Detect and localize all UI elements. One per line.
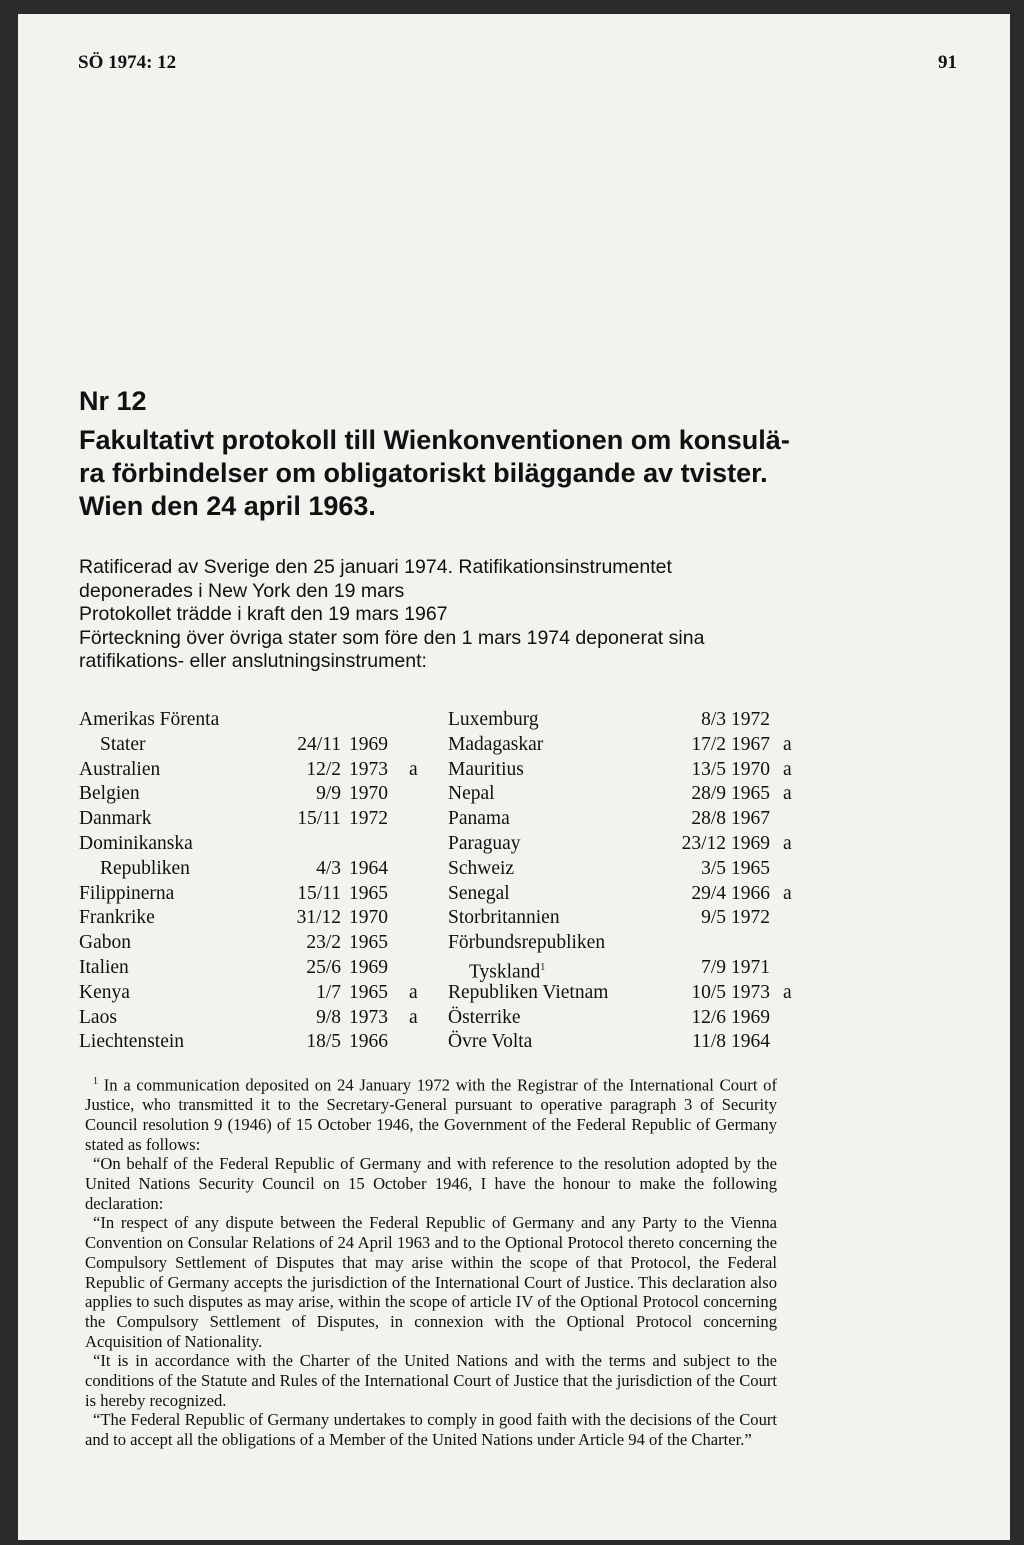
state-row (448, 708, 828, 733)
deposit-year: 1970 (349, 783, 388, 805)
deposit-year: 1969 (731, 1006, 770, 1028)
deposit-date: 9/8 (316, 1006, 341, 1028)
footnote-paragraph: “In respect of any dispute between the Federal Republic of Germany and any Party to the Vienna Convention on Consular Relations of 24 April 1963 and to the Optional Protocol thereto concerning the Compulsory Settlement of Disputes that may arise within the scope of that Protocol, the Federal Republic of Germany accepts the jurisdiction of the International Court of Justice. This declaration also applies to such disputes as may arise, within the scope of article IV of the Optional Protocol concerning the Compulsory Settlement of Disputes, in connexion with the Optional Protocol concerning Acquisition of Nationality. (85, 1213, 777, 1351)
deposit-year: 1972 (349, 808, 388, 830)
deposit-date: 3/5 (701, 857, 726, 879)
deposit-date: 10/5 (691, 981, 726, 1003)
state-name: Belgien (79, 783, 140, 805)
deposit-year: 1972 (731, 709, 770, 730)
deposit-year: 1970 (349, 907, 388, 929)
footnote-reference: 1 (540, 961, 546, 973)
intro-line: Förteckning över övriga stater som före den 1 mars 1974 deponerat sina (79, 626, 705, 649)
state-name: Danmark (79, 808, 152, 830)
deposit-date: 15/11 (297, 882, 341, 904)
footnote-paragraph: $^1$ In a communication deposited on 24 January 1972 with the Registrar of the International Court of Justice, who transmitted it to the Secretary-General pursuant to operative paragraph 3 of Security Council resolution 9 (1946) of 15 October 1946, the Government of the Federal Republic of Germany stated as follows: (85, 1075, 777, 1154)
document-page (18, 14, 1010, 1540)
state-row (448, 1030, 828, 1055)
deposit-date: 1/7 (316, 981, 341, 1003)
state-row (79, 832, 459, 857)
state-name: Schweiz (448, 857, 515, 879)
state-row (448, 1006, 828, 1031)
state-row (79, 733, 459, 758)
state-row (79, 782, 459, 807)
state-row (79, 708, 459, 733)
deposit-date: 28/9 (691, 783, 726, 805)
state-row (79, 1030, 459, 1055)
state-row (448, 832, 828, 857)
deposit-date: 7/9 (701, 956, 726, 978)
deposit-date: 24/11 (297, 733, 341, 755)
intro-line: deponerades i New York den 19 mars (79, 579, 405, 602)
footnote (85, 1072, 777, 1450)
deposit-year: 1972 (731, 907, 770, 929)
deposit-date: 15/11 (297, 808, 341, 830)
state-row (79, 758, 459, 783)
deposit-year: 1966 (731, 882, 770, 904)
title-line: ra förbindelser om obligatoriskt biläggande av tvister. (79, 458, 768, 488)
state-name: Senegal (448, 882, 510, 904)
state-name: Storbritannien (448, 907, 560, 929)
accession-note: a (409, 981, 418, 1003)
accession-note: a (783, 733, 792, 755)
state-row (448, 782, 828, 807)
state-name: Filippinerna (79, 882, 175, 904)
state-row (79, 857, 459, 882)
intro-line: Protokollet trädde i kraft den 19 mars 1967 (79, 603, 448, 625)
page-number: 91 (938, 52, 957, 73)
footnote-paragraph: “The Federal Republic of Germany undertakes to comply in good faith with the decisions of the Court and to accept all the obligations of a Member of the United Nations under Article 94 of the Charter.” (85, 1410, 777, 1450)
state-name: Australien (79, 758, 161, 780)
state-name: Panama (448, 808, 510, 830)
footnote-paragraph: “It is in accordance with the Charter of the United Nations and with the terms and subject to the conditions of the Statute and Rules of the International Court of Justice that the jurisdiction of the Court is hereby recognized. (85, 1351, 777, 1410)
state-name: Italien (79, 956, 129, 978)
deposit-date: 23/2 (306, 932, 341, 954)
state-row (79, 882, 459, 907)
intro-line: ratifikations- eller anslutningsinstrument: (79, 650, 427, 672)
deposit-date: 11/8 (692, 1031, 726, 1053)
state-name: Laos (79, 1006, 117, 1028)
state-name: Madagaskar (448, 733, 544, 755)
state-row (79, 931, 459, 956)
deposit-year: 1971 (731, 956, 770, 978)
state-row (79, 981, 459, 1006)
treaty-number: Nr 12 (79, 386, 147, 416)
footnote-paragraph: “On behalf of the Federal Republic of Germany and with reference to the resolution adopted by the United Nations Security Council on 15 October 1946, I have the honour to make the following declaration: (85, 1154, 777, 1213)
deposit-date: 12/6 (691, 1006, 726, 1028)
treaty-title (79, 424, 790, 523)
deposit-year: 1973 (349, 758, 388, 780)
state-name: Republiken (100, 857, 190, 879)
accession-note: a (783, 832, 792, 854)
state-row (448, 857, 828, 882)
state-name: Tyskland$^1$ (469, 961, 546, 983)
deposit-date: 23/12 (681, 832, 726, 854)
state-row (448, 956, 828, 981)
state-name: Nepal (448, 783, 495, 805)
state-name: Dominikanska (79, 832, 193, 854)
deposit-date: 4/3 (316, 857, 341, 879)
deposit-year: 1965 (731, 783, 770, 805)
state-row (79, 807, 459, 832)
title-line: Fakultativt protokoll till Wienkonventionen om konsulä- (79, 425, 790, 455)
deposit-year: 1969 (731, 832, 770, 854)
accession-note: a (783, 882, 792, 904)
accession-note: a (409, 1006, 418, 1028)
deposit-date: 12/2 (306, 758, 341, 780)
deposit-date: 13/5 (691, 758, 726, 780)
state-name: Frankrike (79, 907, 155, 929)
deposit-date: 25/6 (306, 956, 341, 978)
state-name: Luxemburg (448, 709, 539, 730)
accession-note: a (409, 758, 418, 780)
accession-note: a (783, 783, 792, 805)
deposit-date: 17/2 (691, 733, 726, 755)
state-row (448, 931, 828, 956)
deposit-year: 1965 (349, 882, 388, 904)
state-row (448, 882, 828, 907)
title-line: Wien den 24 april 1963. (79, 491, 376, 521)
state-row (448, 906, 828, 931)
state-name: Amerikas Förenta (79, 709, 220, 730)
ratification-intro (79, 556, 779, 674)
deposit-year: 1965 (349, 932, 388, 954)
state-name: Liechtenstein (79, 1031, 185, 1053)
deposit-year: 1965 (731, 857, 770, 879)
deposit-year: 1973 (731, 981, 770, 1003)
deposit-year: 1966 (349, 1031, 388, 1053)
deposit-date: 18/5 (306, 1031, 341, 1053)
states-list-right (448, 708, 828, 1055)
states-list-left (79, 708, 459, 1055)
deposit-date: 8/3 (701, 709, 726, 730)
deposit-year: 1965 (349, 981, 388, 1003)
state-name: Österrike (448, 1006, 521, 1028)
state-name: Gabon (79, 932, 131, 954)
state-name: Övre Volta (448, 1031, 533, 1053)
running-header-reference: SÖ 1974: 12 (78, 52, 177, 73)
deposit-year: 1969 (349, 733, 388, 755)
state-row (448, 981, 828, 1006)
state-row (448, 807, 828, 832)
deposit-year: 1967 (731, 808, 770, 830)
state-row (79, 1006, 459, 1031)
deposit-year: 1973 (349, 1006, 388, 1028)
state-name: Republiken Vietnam (448, 981, 609, 1003)
intro-line: Ratificerad av Sverige den 25 januari 1974. Ratifikationsinstrumentet (79, 556, 672, 578)
state-name: Kenya (79, 981, 130, 1003)
deposit-year: 1964 (349, 857, 388, 879)
state-row (448, 758, 828, 783)
deposit-year: 1969 (349, 956, 388, 978)
deposit-date: 9/5 (701, 907, 726, 929)
state-name: Paraguay (448, 832, 521, 854)
deposit-year: 1967 (731, 733, 770, 755)
state-row (448, 733, 828, 758)
accession-note: a (783, 981, 792, 1003)
deposit-date: 29/4 (691, 882, 726, 904)
accession-note: a (783, 758, 792, 780)
deposit-date: 28/8 (691, 808, 726, 830)
state-name: Mauritius (448, 758, 524, 780)
deposit-date: 31/12 (296, 907, 341, 929)
deposit-year: 1964 (731, 1031, 770, 1053)
state-row (79, 906, 459, 931)
deposit-date: 9/9 (316, 783, 341, 805)
deposit-year: 1970 (731, 758, 770, 780)
state-row (79, 956, 459, 981)
state-name: Stater (100, 733, 146, 755)
footnote-marker: 1 (93, 1076, 98, 1087)
state-name: Förbundsrepubliken (448, 932, 606, 954)
